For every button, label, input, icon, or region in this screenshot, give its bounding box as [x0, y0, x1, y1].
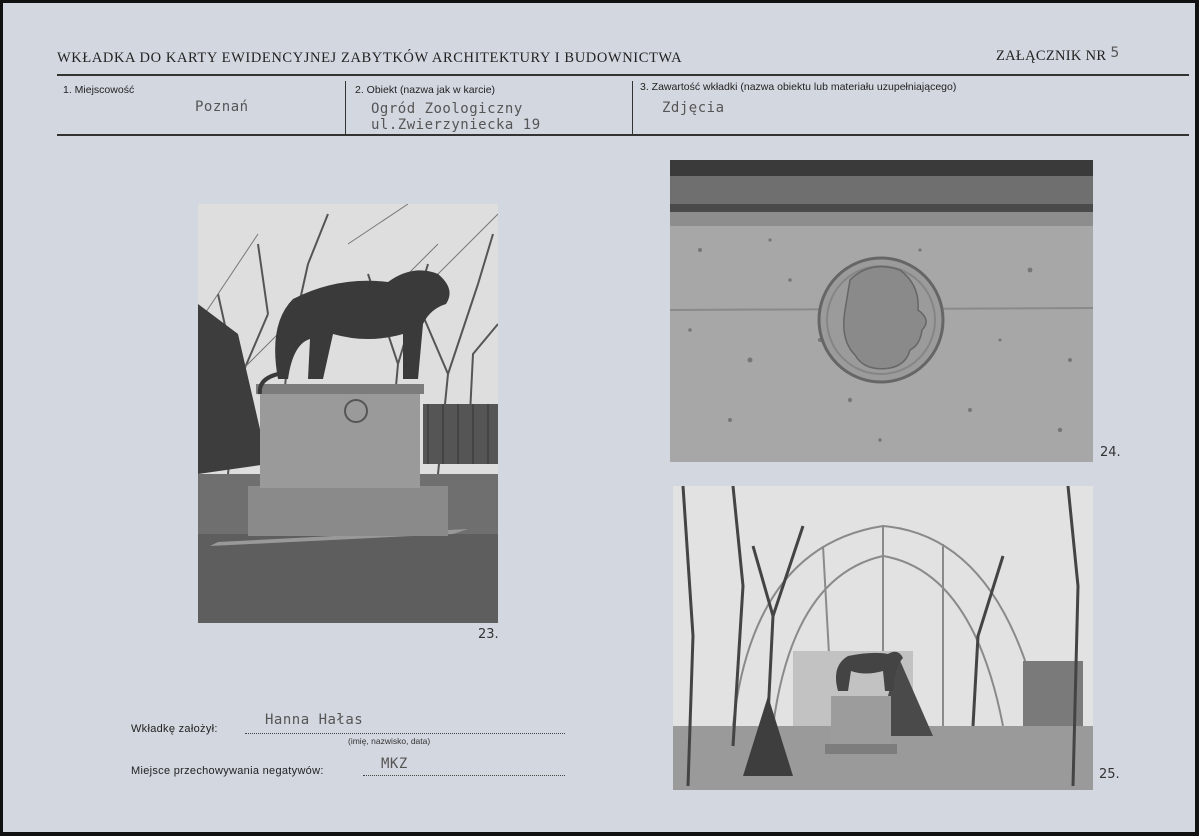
founder-hint: (imię, nazwisko, data) [348, 736, 431, 746]
founder-label: Wkładkę założył: [131, 723, 218, 735]
field-label-object: 2. Obiekt (nazwa jak w karcie) [355, 84, 496, 96]
header-bottom-rule [57, 134, 1189, 136]
storage-line [363, 775, 565, 776]
annex-label [996, 45, 1120, 65]
founder-line [245, 733, 565, 734]
record-sheet [3, 3, 1195, 832]
photo-lion-monument [198, 204, 498, 623]
photo-lion-monument-image [198, 204, 498, 623]
photo-number-23: 23. [478, 627, 499, 642]
field-label-contents: 3. Zawartość wkładki (nazwa obiektu lub materiału uzupełniającego) [640, 81, 957, 93]
field-divider-1 [345, 81, 346, 136]
field-value-locality: Poznań [195, 99, 249, 115]
photo-lion-zoo-view [673, 486, 1093, 790]
storage-value: MKZ [381, 756, 408, 772]
photo-number-24: 24. [1100, 445, 1121, 460]
field-value-object-address: ul.Zwierzyniecka 19 [371, 117, 541, 133]
photo-number-25: 25. [1099, 767, 1120, 782]
field-value-object-name: Ogród Zoologiczny [371, 101, 523, 117]
photo-medallion-relief-image [670, 160, 1093, 462]
field-value-contents: Zdjęcia [662, 100, 725, 116]
annex-number: 5 [1110, 45, 1120, 61]
field-label-locality: 1. Miejscowość [63, 84, 135, 96]
annex-label-text: ZAŁĄCZNIK NR [996, 48, 1107, 64]
founder-value: Hanna Hałas [265, 712, 364, 728]
field-divider-2 [632, 81, 633, 136]
photo-lion-zoo-view-image [673, 486, 1093, 790]
storage-label: Miejsce przechowywania negatywów: [131, 765, 324, 777]
sheet-title: WKŁADKA DO KARTY EWIDENCYJNEJ ZABYTKÓW ARCHITEKTURY I BUDOWNICTWA [57, 50, 683, 66]
photo-medallion-relief [670, 160, 1093, 462]
header-top-rule [57, 74, 1189, 76]
